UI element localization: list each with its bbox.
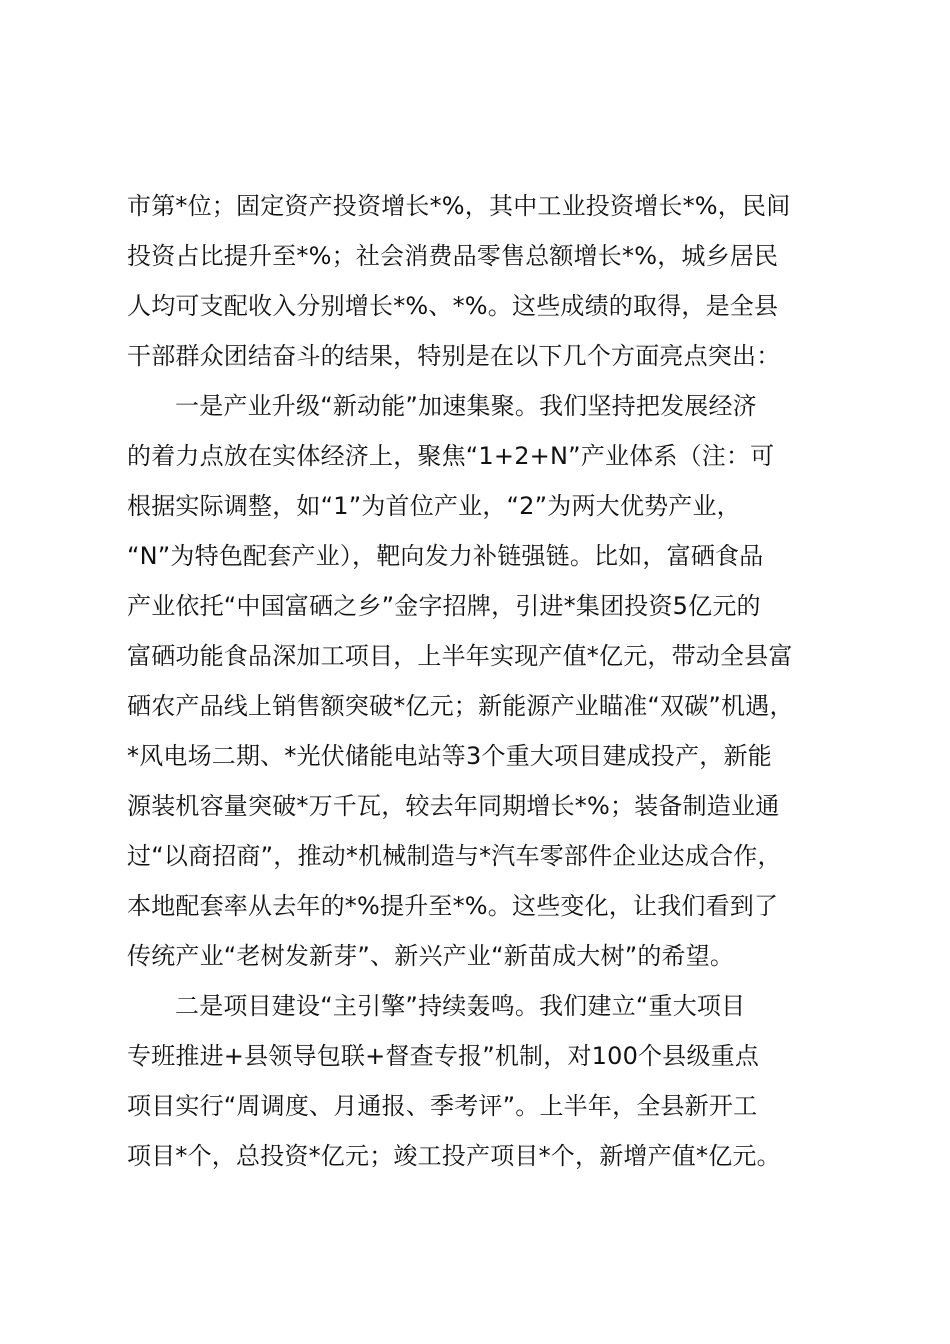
text-line: 本地配套率从去年的*%提升至*%。这些变化，让我们看到了 [127,892,779,920]
text-line: 干部群众团结奋斗的结果，特别是在以下几个方面亮点突出： [127,342,781,370]
text-line: 产业依托“中国富硒之乡”金字招牌，引进*集团投资5亿元的 [127,592,761,620]
text-line: “N”为特色配套产业），靶向发力补链强链。比如，富硒食品 [127,542,764,570]
text-line: 源装机容量突破*万千瓦，较去年同期增长*%；装备制造业通 [127,792,780,820]
text-line: 富硒功能食品深加工项目，上半年实现产值*亿元，带动全县富 [127,642,793,670]
text-line: 项目*个，总投资*亿元；竣工投产项目*个，新增产值*亿元。 [127,1142,781,1170]
text-line: 过“以商招商”，推动*机械制造与*汽车零部件企业达成合作， [127,842,782,870]
text-line: 的着力点放在实体经济上，聚焦“1+2+N”产业体系（注：可 [127,442,775,470]
text-line: *风电场二期、*光伏储能电站等3个重大项目建成投产，新能 [127,742,772,770]
paragraph-start-line: 二是项目建设“主引擎”持续轰鸣。我们建立“重大项目 [175,992,746,1020]
text-line: 投资占比提升至*%；社会消费品零售总额增长*%，城乡居民 [127,242,779,270]
text-line: 根据实际调整，如“1”为首位产业，“2”为两大优势产业， [127,492,741,520]
text-line: 市第*位；固定资产投资增长*%，其中工业投资增长*%，民间 [127,192,791,220]
text-line: 硒农产品线上销售额突破*亿元；新能源产业瞄准“双碳”机遇， [127,692,794,720]
text-line: 项目实行“周调度、月通报、季考评”。上半年，全县新开工 [127,1092,758,1120]
text-line: 人均可支配收入分别增长*%、*%。这些成绩的取得，是全县 [127,292,779,320]
paragraph-start-line: 一是产业升级“新动能”加速集聚。我们坚持把发展经济 [175,392,757,420]
text-line: 传统产业“老树发新芽”、新兴产业“新苗成大树”的希望。 [127,942,735,970]
text-line: 专班推进+县领导包联+督查专报”机制，对100个县级重点 [127,1042,760,1070]
